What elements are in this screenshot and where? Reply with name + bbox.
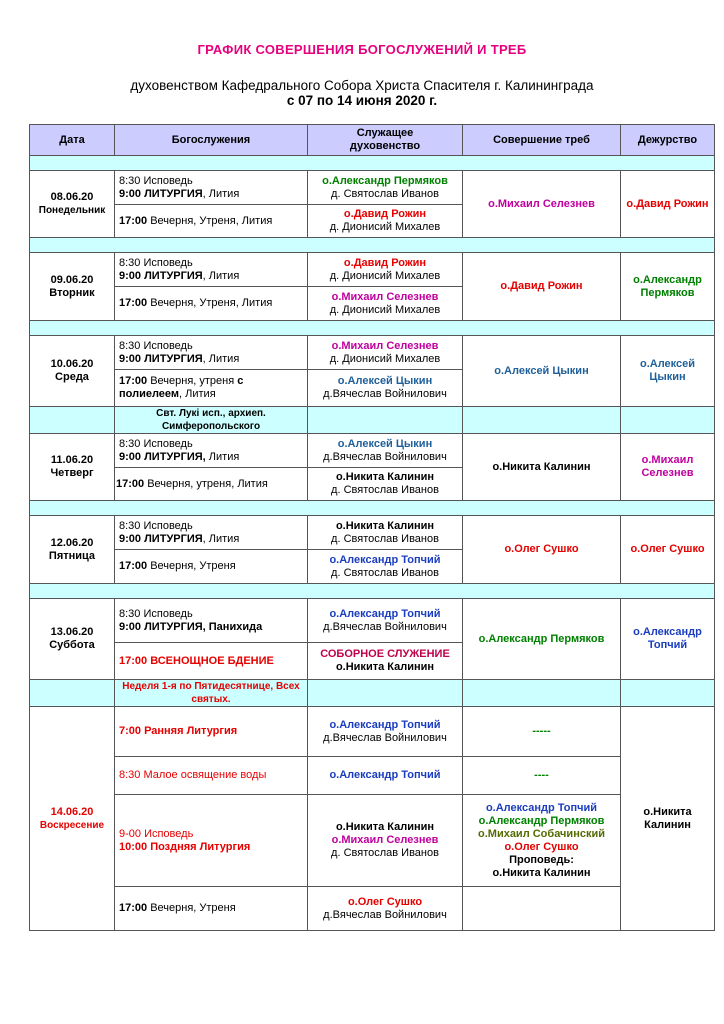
- clergy-cell: о.Михаил Селезнев д. Дионисий Михалев: [308, 287, 463, 321]
- service-cell: 7:00 Ранняя Литургия: [115, 707, 308, 757]
- spacer-row: [30, 321, 715, 336]
- feast-label: Неделя 1-я по Пятидесятнице, Всех святых.: [115, 680, 308, 707]
- service-cell: 8:30 Малое освящение воды: [115, 757, 308, 795]
- spacer-row: [30, 584, 715, 599]
- table-row: [30, 757, 715, 795]
- schedule-table: [29, 124, 715, 931]
- duty-cell: о.Давид Рожин: [621, 171, 715, 238]
- duty-cell: о.Михаил Селезнев: [621, 434, 715, 501]
- service-cell: 17:00 Вечерня, утреня с полиелеем, Лития: [115, 370, 308, 407]
- col-header-clergy: Служащее духовенство: [308, 125, 463, 156]
- page-title: ГРАФИК СОВЕРШЕНИЯ БОГОСЛУЖЕНИЙ И ТРЕБ: [197, 42, 527, 57]
- service-cell: 8:30 Исповедь 9:00 ЛИТУРГИЯ, Лития: [115, 434, 308, 468]
- service-cell: 8:30 Исповедь 9:00 ЛИТУРГИЯ, Лития: [115, 171, 308, 205]
- page-period: с 07 по 14 июня 2020 г.: [286, 93, 438, 108]
- feast-label: Свт. Лукі исп., архиеп. Симферопольского: [115, 407, 308, 434]
- duty-cell: о.Александр Пермяков: [621, 253, 715, 321]
- col-header-rites: Совершение треб: [463, 125, 621, 156]
- col-header-duty: Дежурство: [621, 125, 715, 156]
- table-row: [30, 599, 715, 643]
- rites-cell: -----: [463, 707, 621, 757]
- clergy-cell: о.Никита Калинин д. Святослав Иванов: [308, 516, 463, 550]
- table-row: [30, 795, 715, 887]
- rites-cell: о.Александр Топчий о.Александр Пермяков о.Михаил Собачинский о.Олег Сушко Проповедь: о.Никита Калинин: [463, 795, 621, 887]
- rites-cell: о.Олег Сушко: [463, 516, 621, 584]
- table-row: [30, 707, 715, 757]
- service-cell: 17:00 Вечерня, Утреня: [115, 887, 308, 931]
- service-cell: 8:30 Исповедь 9:00 ЛИТУРГИЯ, Лития: [115, 253, 308, 287]
- table-row: [30, 336, 715, 370]
- spacer-row: [30, 156, 715, 171]
- date-cell: 10.06.20 Среда: [30, 336, 115, 407]
- clergy-cell: о.Давид Рожин д. Дионисий Михалев: [308, 253, 463, 287]
- rites-cell: ----: [463, 757, 621, 795]
- date-cell: 08.06.20 Понедельник: [30, 171, 115, 238]
- service-cell: 8:30 Исповедь 9:00 ЛИТУРГИЯ, Панихида: [115, 599, 308, 643]
- rites-cell: о.Никита Калинин: [463, 434, 621, 501]
- clergy-cell: о.Александр Топчий д.Вячеслав Войнилович: [308, 599, 463, 643]
- clergy-cell: о.Никита Калинин о.Михаил Селезнев д. Святослав Иванов: [308, 795, 463, 887]
- rites-cell: о.Давид Рожин: [463, 253, 621, 321]
- duty-cell: о.Алексей Цыкин: [621, 336, 715, 407]
- spacer-row: [30, 238, 715, 253]
- duty-cell: о.Александр Топчий: [621, 599, 715, 680]
- clergy-cell: о.Алексей Цыкин д.Вячеслав Войнилович: [308, 370, 463, 407]
- clergy-cell: СОБОРНОЕ СЛУЖЕНИЕ о.Никита Калинин: [308, 643, 463, 680]
- rites-cell: о.Алексей Цыкин: [463, 336, 621, 407]
- date-cell: 09.06.20 Вторник: [30, 253, 115, 321]
- rites-cell: о.Михаил Селезнев: [463, 171, 621, 238]
- date-cell: 12.06.20 Пятница: [30, 516, 115, 584]
- rites-cell: [463, 887, 621, 931]
- page-subtitle: духовенством Кафедрального Собора Христа Спасителя г. Калининграда: [130, 78, 594, 93]
- service-cell: 8:30 Исповедь 9:00 ЛИТУРГИЯ, Лития: [115, 516, 308, 550]
- service-cell: 9-00 Исповедь 10:00 Поздняя Литургия: [115, 795, 308, 887]
- clergy-cell: о.Михаил Селезнев д. Дионисий Михалев: [308, 336, 463, 370]
- date-cell: 11.06.20 Четверг: [30, 434, 115, 501]
- table-row: [30, 887, 715, 931]
- clergy-cell: о.Никита Калинин д. Святослав Иванов: [308, 468, 463, 501]
- col-header-services: Богослужения: [115, 125, 308, 156]
- duty-cell: о.Олег Сушко: [621, 516, 715, 584]
- table-row: [30, 434, 715, 468]
- clergy-cell: о.Александр Топчий: [308, 757, 463, 795]
- service-cell: 8:30 Исповедь 9:00 ЛИТУРГИЯ, Лития: [115, 336, 308, 370]
- service-cell: 17:00 Вечерня, Утреня, Лития: [115, 287, 308, 321]
- rites-cell: о.Александр Пермяков: [463, 599, 621, 680]
- col-header-date: Дата: [30, 125, 115, 156]
- clergy-cell: о.Алексей Цыкин д.Вячеслав Войнилович: [308, 434, 463, 468]
- table-row: [30, 253, 715, 287]
- date-cell: 13.06.20 Суббота: [30, 599, 115, 680]
- duty-cell: о.Никита Калинин: [621, 707, 715, 931]
- clergy-cell: о.Давид Рожин д. Дионисий Михалев: [308, 205, 463, 238]
- clergy-cell: о.Александр Топчий д.Вячеслав Войнилович: [308, 707, 463, 757]
- spacer-row: [30, 501, 715, 516]
- service-cell: 17:00 Вечерня, утреня, Лития: [115, 468, 308, 501]
- clergy-cell: о.Александр Топчий д. Святослав Иванов: [308, 550, 463, 584]
- feast-row: [30, 407, 715, 434]
- table-header-row: [30, 125, 715, 156]
- service-cell: 17:00 ВСЕНОЩНОЕ БДЕНИЕ: [115, 643, 308, 680]
- service-cell: 17:00 Вечерня, Утреня, Лития: [115, 205, 308, 238]
- feast-row: [30, 680, 715, 707]
- table-row: [30, 516, 715, 550]
- table-row: [30, 171, 715, 205]
- clergy-cell: о.Олег Сушко д.Вячеслав Войнилович: [308, 887, 463, 931]
- service-cell: 17:00 Вечерня, Утреня: [115, 550, 308, 584]
- date-cell: 14.06.20 Воскресение: [30, 707, 115, 931]
- clergy-cell: о.Александр Пермяков д. Святослав Иванов: [308, 171, 463, 205]
